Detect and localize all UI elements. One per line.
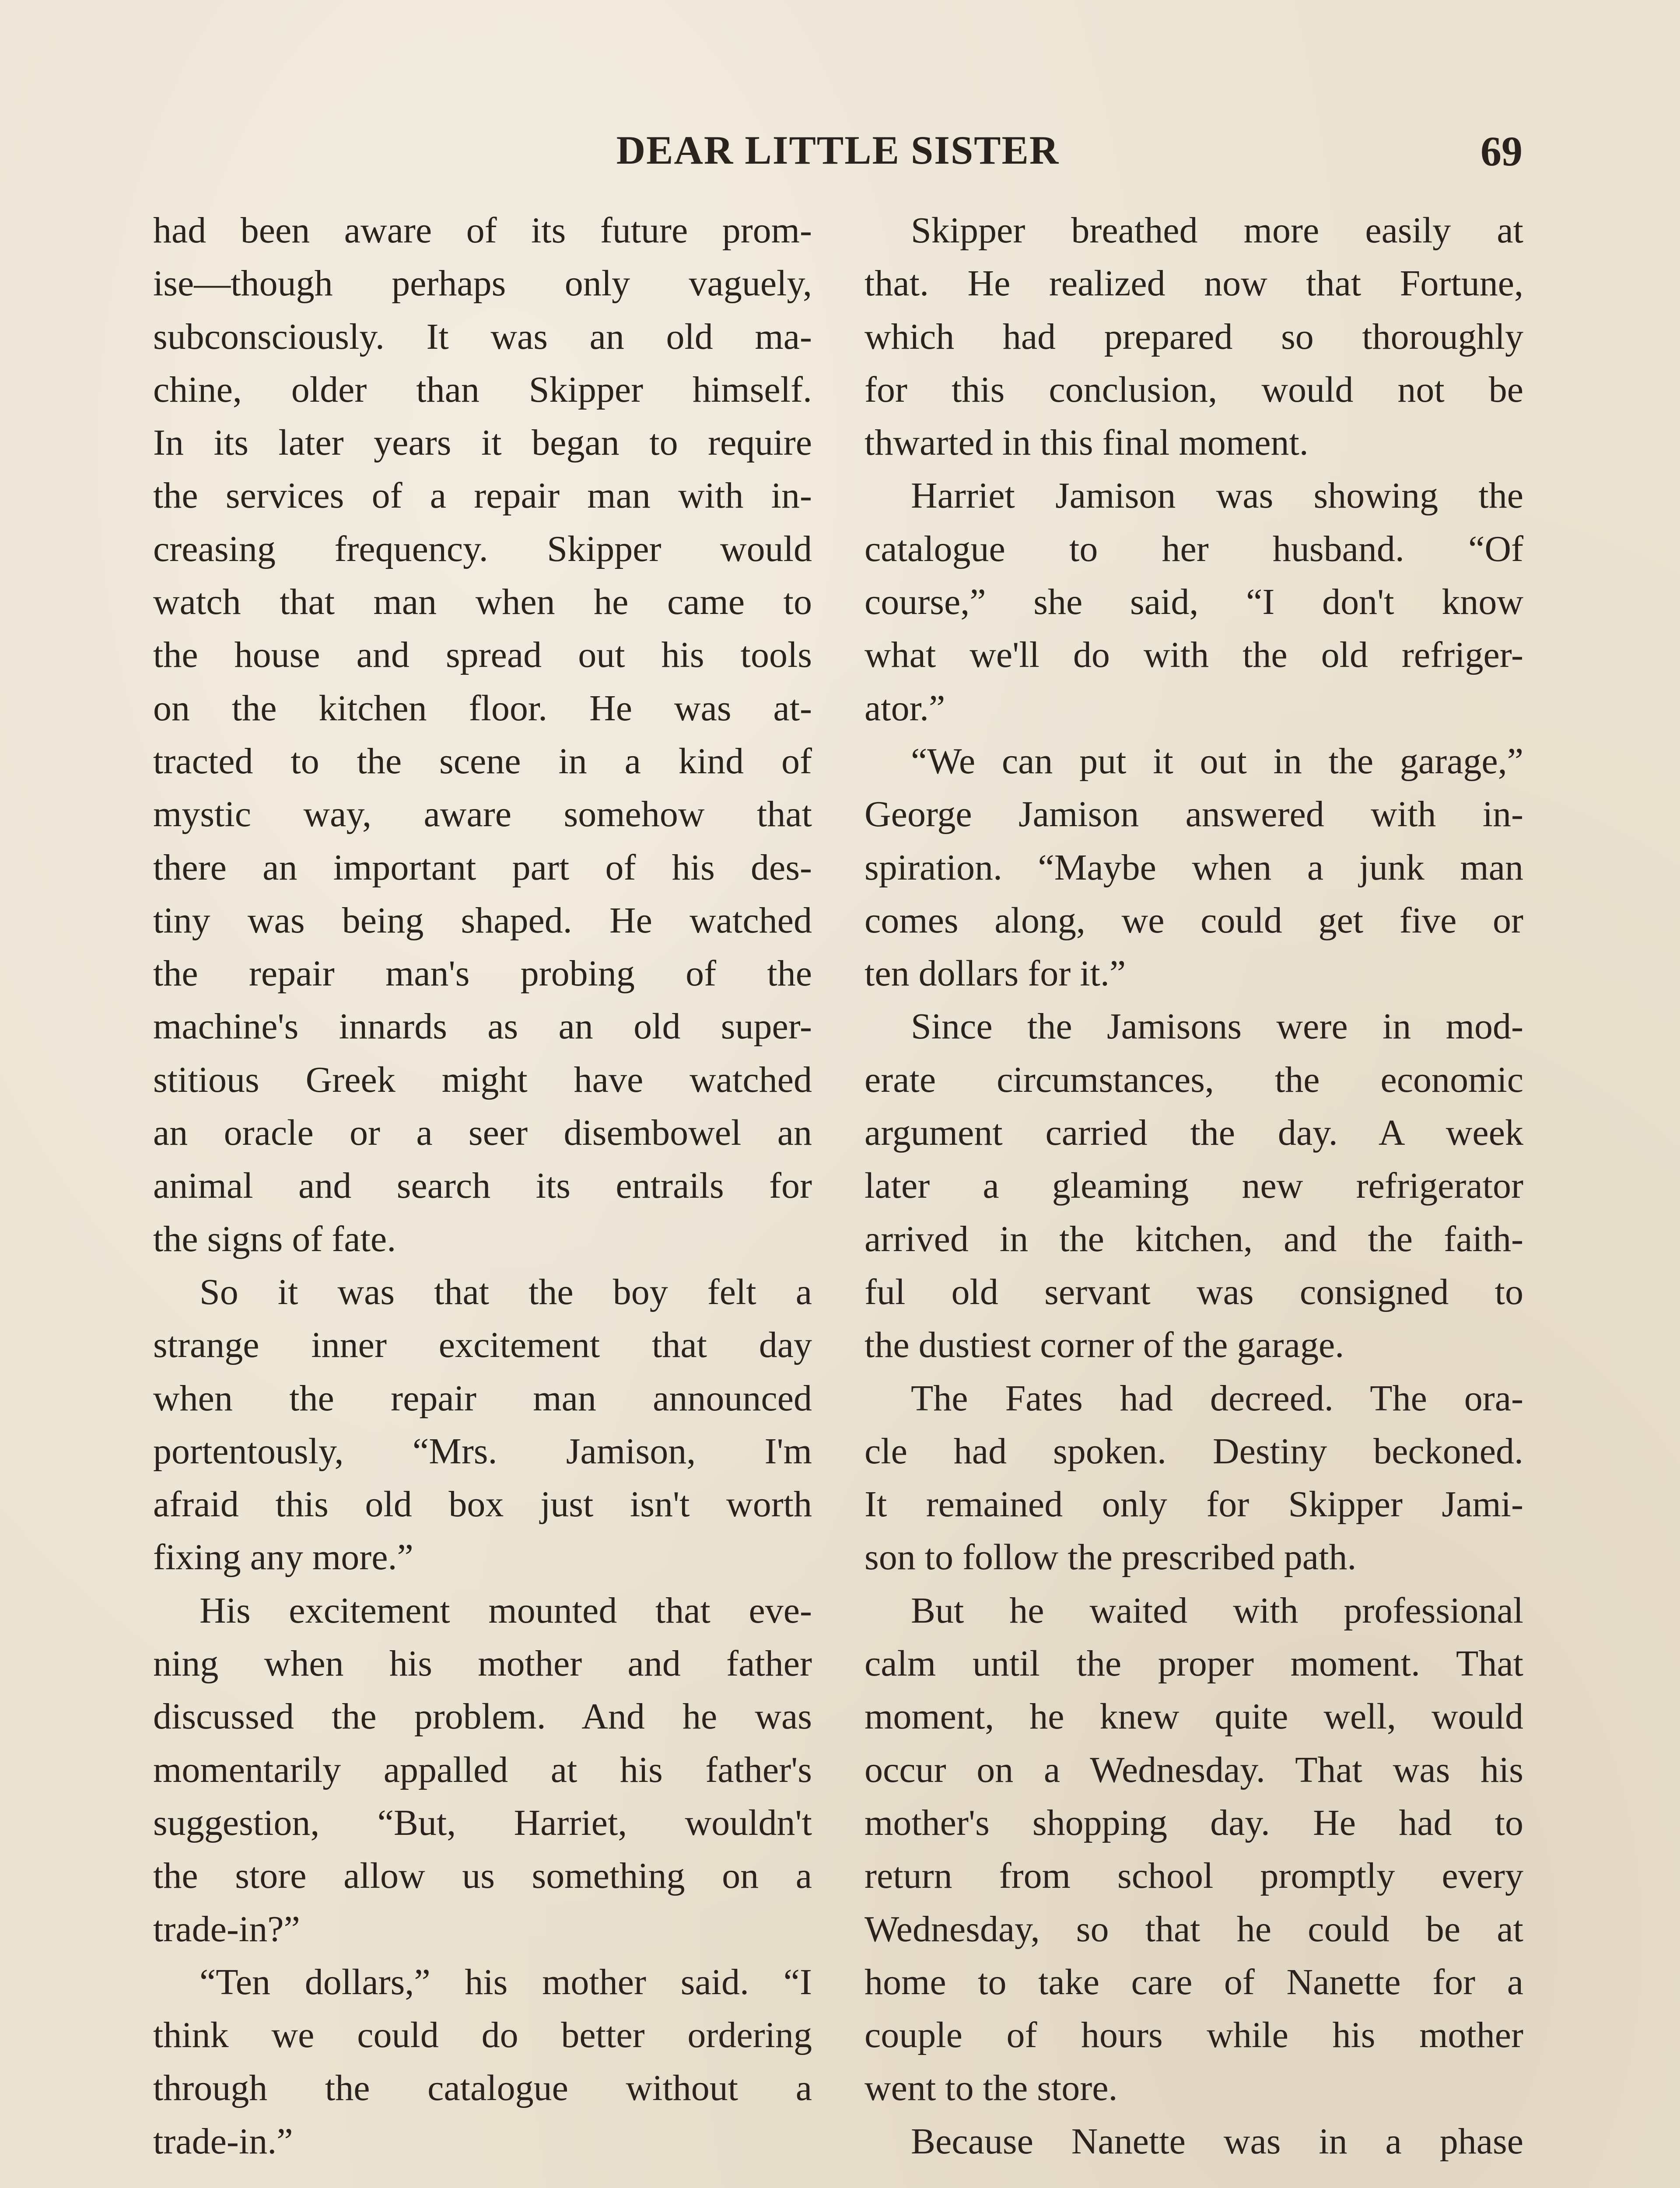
text-line: on the kitchen floor. He was at- (153, 687, 812, 729)
text-line: stitious Greek might have watched (153, 1059, 812, 1100)
text-line: catalogue to her husband. “Of (864, 528, 1523, 569)
text-line: machine's innards as an old super- (153, 1006, 812, 1047)
text-line: It remained only for Skipper Jami- (864, 1484, 1523, 1525)
text-line: ise—though perhaps only vaguely, (153, 263, 812, 304)
text-line: ten dollars for it.” (864, 953, 1126, 994)
text-line: course,” she said, “I don't know (864, 582, 1523, 623)
text-line: “Ten dollars,” his mother said. “I (200, 1961, 812, 2002)
text-line: Wednesday, so that he could be at (864, 1908, 1523, 1950)
text-line: return from school promptly every (864, 1855, 1523, 1897)
text-line: Skipper breathed more easily at (911, 210, 1523, 251)
text-line: home to take care of Nanette for a (864, 1961, 1523, 2002)
text-line: the dustiest corner of the garage. (864, 1325, 1344, 1366)
text-line: moment, he knew quite well, would (864, 1696, 1523, 1737)
text-line: creasing frequency. Skipper would (153, 528, 812, 569)
text-line: later a gleaming new refrigerator (864, 1165, 1523, 1206)
text-line: arrived in the kitchen, and the faith- (864, 1218, 1523, 1259)
text-line: animal and search its entrails for (153, 1165, 812, 1206)
text-line: thwarted in this final moment. (864, 422, 1309, 463)
text-line: what we'll do with the old refriger- (864, 635, 1523, 676)
text-line: the house and spread out his tools (153, 635, 812, 676)
text-line: mystic way, aware somehow that (153, 794, 812, 835)
text-line: portentously, “Mrs. Jamison, I'm (153, 1431, 812, 1472)
text-line: trade-in.” (153, 2121, 293, 2162)
text-line: when the repair man announced (153, 1378, 812, 1419)
text-line: chine, older than Skipper himself. (153, 369, 812, 410)
text-line: son to follow the prescribed path. (864, 1537, 1357, 1578)
text-line: for this conclusion, would not be (864, 369, 1523, 410)
text-line: ful old servant was consigned to (864, 1271, 1523, 1312)
text-line: afraid this old box just isn't worth (153, 1484, 812, 1525)
text-line: went to the store. (864, 2068, 1118, 2109)
text-line: subconsciously. It was an old ma- (153, 316, 812, 357)
text-line: tiny was being shaped. He watched (153, 900, 812, 941)
text-line: occur on a Wednesday. That was his (864, 1749, 1523, 1790)
page-header (153, 123, 1522, 188)
text-line: momentarily appalled at his father's (153, 1749, 812, 1790)
text-line: think we could do better ordering (153, 2015, 812, 2056)
text-line: fixing any more.” (153, 1537, 413, 1578)
text-line: the repair man's probing of the (153, 953, 812, 994)
text-line: George Jamison answered with in- (864, 794, 1523, 835)
text-line: strange inner excitement that day (153, 1325, 812, 1366)
text-line: tracted to the scene in a kind of (153, 740, 812, 782)
text-line: ning when his mother and father (153, 1643, 812, 1684)
text-line: His excitement mounted that eve- (200, 1590, 812, 1631)
text-line: trade-in?” (153, 1908, 300, 1950)
text-column-right (864, 204, 1523, 2173)
text-line: through the catalogue without a (153, 2068, 812, 2109)
text-line: suggestion, “But, Harriet, wouldn't (153, 1802, 812, 1843)
text-column-left (153, 204, 812, 2173)
text-line: The Fates had decreed. The ora- (911, 1378, 1523, 1419)
text-line: that. He realized now that Fortune, (864, 263, 1523, 304)
text-line: mother's shopping day. He had to (864, 1802, 1523, 1843)
text-line: But he waited with professional (911, 1590, 1523, 1631)
text-line: discussed the problem. And he was (153, 1696, 812, 1737)
text-line: the store allow us something on a (153, 1855, 812, 1897)
text-line: which had prepared so thoroughly (864, 316, 1523, 357)
text-line: spiration. “Maybe when a junk man (864, 847, 1523, 888)
text-line: Harriet Jamison was showing the (911, 475, 1523, 516)
text-line: there an important part of his des- (153, 847, 812, 888)
text-line: the services of a repair man with in- (153, 475, 812, 516)
text-line: Because Nanette was in a phase (911, 2121, 1523, 2162)
text-line: cle had spoken. Destiny beckoned. (864, 1431, 1523, 1472)
text-line: the signs of fate. (153, 1218, 396, 1259)
page-number: 69 (1480, 128, 1522, 175)
text-line: So it was that the boy felt a (200, 1271, 812, 1312)
text-line: argument carried the day. A week (864, 1112, 1523, 1154)
text-line: an oracle or a seer disembowel an (153, 1112, 812, 1154)
text-line: watch that man when he came to (153, 582, 812, 623)
text-line: had been aware of its future prom- (153, 210, 812, 251)
text-line: comes along, we could get five or (864, 900, 1523, 941)
text-line: Since the Jamisons were in mod- (911, 1006, 1523, 1047)
text-line: In its later years it began to require (153, 422, 812, 463)
text-line: ator.” (864, 687, 945, 729)
text-line: calm until the proper moment. That (864, 1643, 1523, 1684)
text-line: erate circumstances, the economic (864, 1059, 1523, 1100)
text-line: “We can put it out in the garage,” (911, 740, 1523, 782)
text-line: couple of hours while his mother (864, 2015, 1523, 2056)
running-title: DEAR LITTLE SISTER (616, 128, 1060, 172)
